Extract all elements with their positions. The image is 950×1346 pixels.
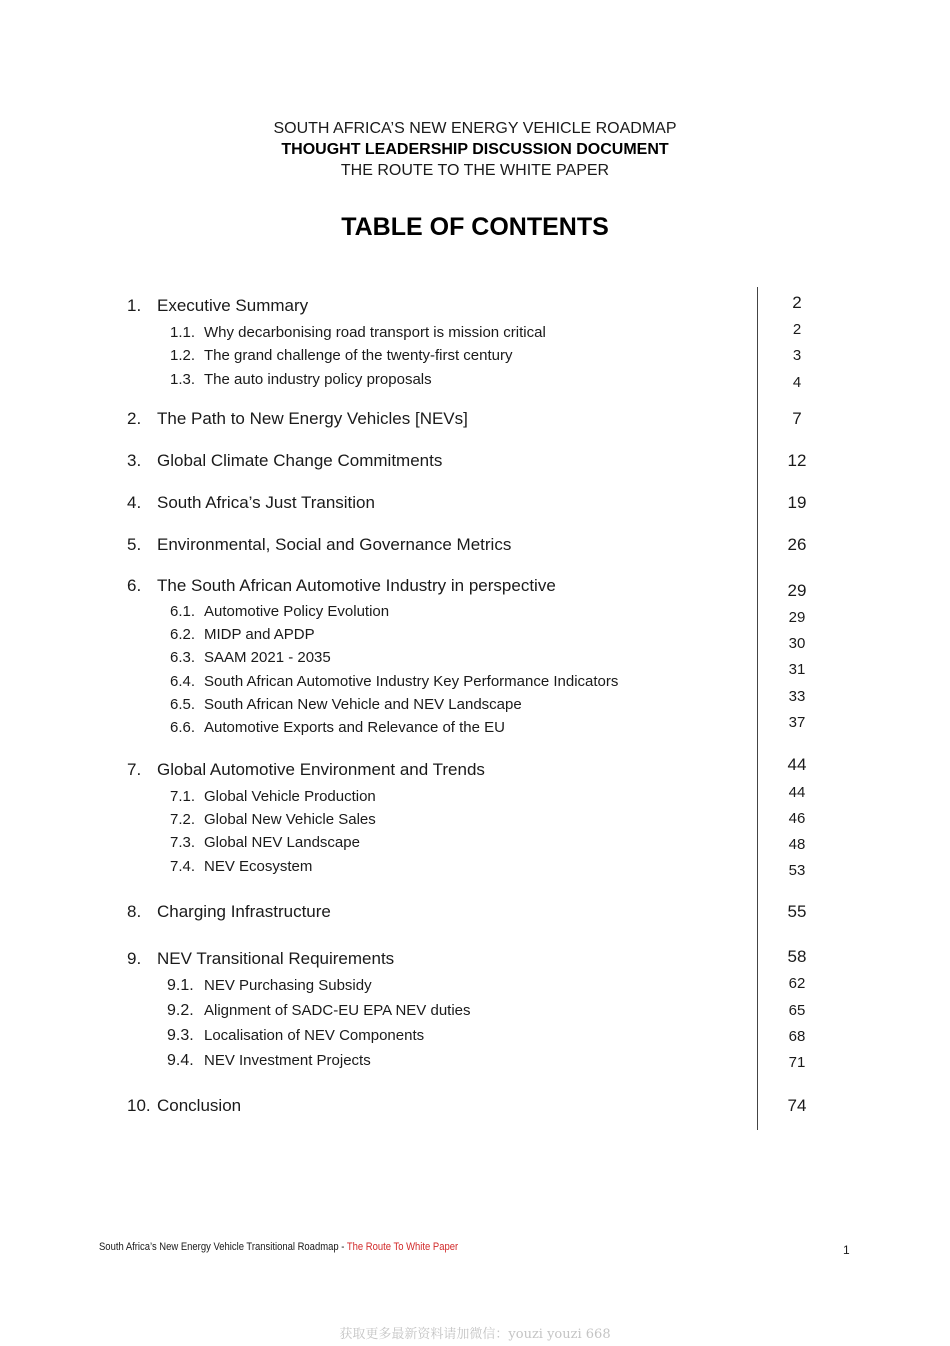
toc-subentry-number: 6.4. [170,673,196,690]
toc-entry-label: Charging Infrastructure [157,902,331,921]
toc-subentry-label: South African New Vehicle and NEV Landscape [204,696,522,713]
toc-page-number: 46 [788,810,806,827]
toc-page-number: 3 [792,347,802,364]
toc-entry-number: 9. [127,949,142,968]
toc-page-number: 4 [792,374,802,391]
doc-header-line-3: THE ROUTE TO THE WHITE PAPER [340,162,610,179]
toc-entry-label: South Africa’s Just Transition [157,493,375,512]
footer-text [99,1241,458,1253]
toc-divider [757,287,758,1130]
toc-page-number: 37 [788,714,806,731]
toc-entry-label: Global Automotive Environment and Trends [157,760,485,779]
toc-page-number: 29 [788,609,806,626]
toc-page-number: 68 [788,1028,806,1045]
toc-page-number: 65 [788,1002,806,1019]
toc-entry-number: 7. [127,760,142,779]
toc-entry-number: 3. [127,451,142,470]
toc-subentry-number: 9.1. [167,977,194,994]
toc-entry-label: The Path to New Energy Vehicles [NEVs] [157,409,468,428]
toc-page-number: 53 [788,862,806,879]
toc-page-number: 71 [788,1054,806,1071]
watermark-text: 获取更多最新资料请加微信：youzi youzi 668 [339,1327,611,1342]
toc-page-number: 74 [787,1096,807,1115]
toc-subentry-number: 6.6. [170,719,196,736]
toc-subentry-label: Automotive Policy Evolution [204,603,390,620]
toc-page-number: 12 [787,451,807,470]
toc-page-number: 19 [787,493,807,512]
toc-page-number: 7 [792,409,802,428]
toc-subentry-number: 7.1. [170,788,196,805]
toc-subentry-label: Global New Vehicle Sales [204,811,376,828]
toc-page-number: 33 [788,688,806,705]
toc-subentry-label: Automotive Exports and Relevance of the EU [204,719,505,736]
toc-entry-number: 4. [127,493,142,512]
toc-subentry-label: SAAM 2021 - 2035 [204,649,331,666]
toc-subentry-number: 6.1. [170,603,196,620]
footer-title: South Africa’s New Energy Vehicle Transitional Roadmap - [99,1241,347,1253]
doc-header-line-1: SOUTH AFRICA’S NEW ENERGY VEHICLE ROADMAP [273,120,677,137]
toc-subentry-number: 6.5. [170,696,196,713]
toc-subentry-label: NEV Purchasing Subsidy [204,977,372,994]
toc-subentry-number: 9.3. [167,1027,194,1044]
toc-page-number: 2 [792,293,802,312]
toc-subentry-number: 7.2. [170,811,196,828]
toc-subentry-number: 6.2. [170,626,196,643]
toc-entry-number: 6. [127,576,142,595]
toc-subentry-label: MIDP and APDP [204,626,315,643]
toc-subentry-number: 6.3. [170,649,196,666]
toc-subentry-label: The auto industry policy proposals [204,371,432,388]
toc-subentry-label: Alignment of SADC-EU EPA NEV duties [204,1002,471,1019]
footer-highlight: The Route To White Paper [346,1241,459,1253]
doc-header-line-2: THOUGHT LEADERSHIP DISCUSSION DOCUMENT [281,141,669,158]
toc-entry-number: 1. [127,296,142,315]
toc-subentry-number: 1.1. [170,324,196,341]
toc-entry-label: Global Climate Change Commitments [157,451,443,470]
toc-subentry-label: Localisation of NEV Components [204,1027,425,1044]
toc-page-number: 44 [788,784,806,801]
toc-subentry-number: 1.3. [170,371,196,388]
toc-subentry-label: The grand challenge of the twenty-first century [204,347,513,364]
toc-subentry-number: 7.3. [170,834,196,851]
toc-subentry-label: South African Automotive Industry Key Performance Indicators [204,673,619,690]
toc-page-number: 26 [787,535,807,554]
toc-entry-number: 10. [127,1096,151,1115]
toc-subentry-number: 9.2. [167,1002,194,1019]
toc-page-number: 31 [788,661,806,678]
toc-subentry-label: NEV Investment Projects [204,1052,371,1069]
toc-entry-label: Conclusion [157,1096,242,1115]
toc-page-number: 44 [787,755,807,774]
toc-subentry-label: Global NEV Landscape [204,834,360,851]
toc-page-number: 55 [787,902,807,921]
toc-page-number: 29 [787,581,807,600]
toc-page-number: 62 [788,975,806,992]
toc-subentry-label: Global Vehicle Production [204,788,376,805]
toc-title: TABLE OF CONTENTS [341,213,609,241]
toc-entry-number: 5. [127,535,142,554]
toc-entry-number: 2. [127,409,142,428]
toc-subentry-number: 1.2. [170,347,196,364]
toc-subentry-number: 7.4. [170,858,196,875]
toc-entry-label: The South African Automotive Industry in perspective [157,576,556,595]
toc-entry-label: NEV Transitional Requirements [157,949,395,968]
toc-entry-label: Environmental, Social and Governance Metrics [157,535,512,554]
footer-page-number: 1 [843,1243,850,1257]
toc-entry-number: 8. [127,902,142,921]
toc-subentry-label: NEV Ecosystem [204,858,313,875]
toc-page-number: 48 [788,836,806,853]
toc-entry-label: Executive Summary [157,296,309,315]
toc-page-number: 58 [787,947,807,966]
toc-page-number: 2 [792,321,802,338]
toc-subentry-number: 9.4. [167,1052,194,1069]
toc-page-number: 30 [788,635,806,652]
toc-subentry-label: Why decarbonising road transport is mission critical [204,324,546,341]
